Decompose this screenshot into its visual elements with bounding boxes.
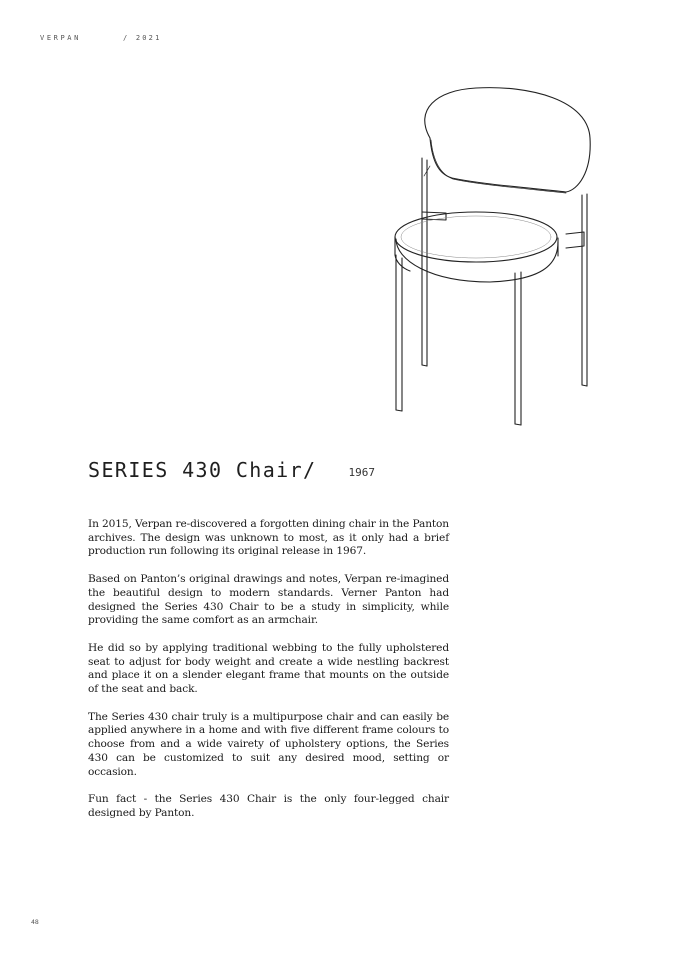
paragraph-construction: He did so by applying traditional webbing to the fully upholstered seat to adjust for body weight and create a wide nestling backrest and place it on a slender elegant frame that mounts on the outside of the seat and back. [88,641,449,696]
header-year: / 2021 [123,34,162,42]
title-year: 1967 [348,466,375,479]
header-brand: VERPAN [40,34,81,42]
paragraph-intro: In 2015, Verpan re-discovered a forgotten dining chair in the Panton archives. The design was unknown to most, as it only had a brief production run following its original release in 1967. [88,518,449,558]
body-text [88,518,449,835]
chair-front-legs [396,255,587,425]
chair-seat [395,212,558,282]
chair-backrest [424,88,590,193]
chair-illustration [380,80,610,435]
chair-back-posts [422,158,587,386]
page-number: 48 [31,918,39,926]
paragraph-versatility: The Series 430 chair truly is a multipurpose chair and can easily be applied anywhere in a home and with five different frame colours to choose from and a wide vairety of upholstery options, the Series 430 can be customized to suit any desired mood, setting or occasion. [88,710,449,778]
paragraph-redesign: Based on Panton’s original drawings and notes, Verpan re-imagined the beautiful design to modern standards. Verner Panton had designed the Series 430 Chair to be a study in simplicity, while providing the same comfort as an armchair. [88,573,449,627]
title-row [88,458,375,482]
paragraph-fun-fact: Fun fact - the Series 430 Chair is the only four-legged chair designed by Panton. [88,793,449,819]
page-title: SERIES 430 Chair/ [88,458,317,482]
